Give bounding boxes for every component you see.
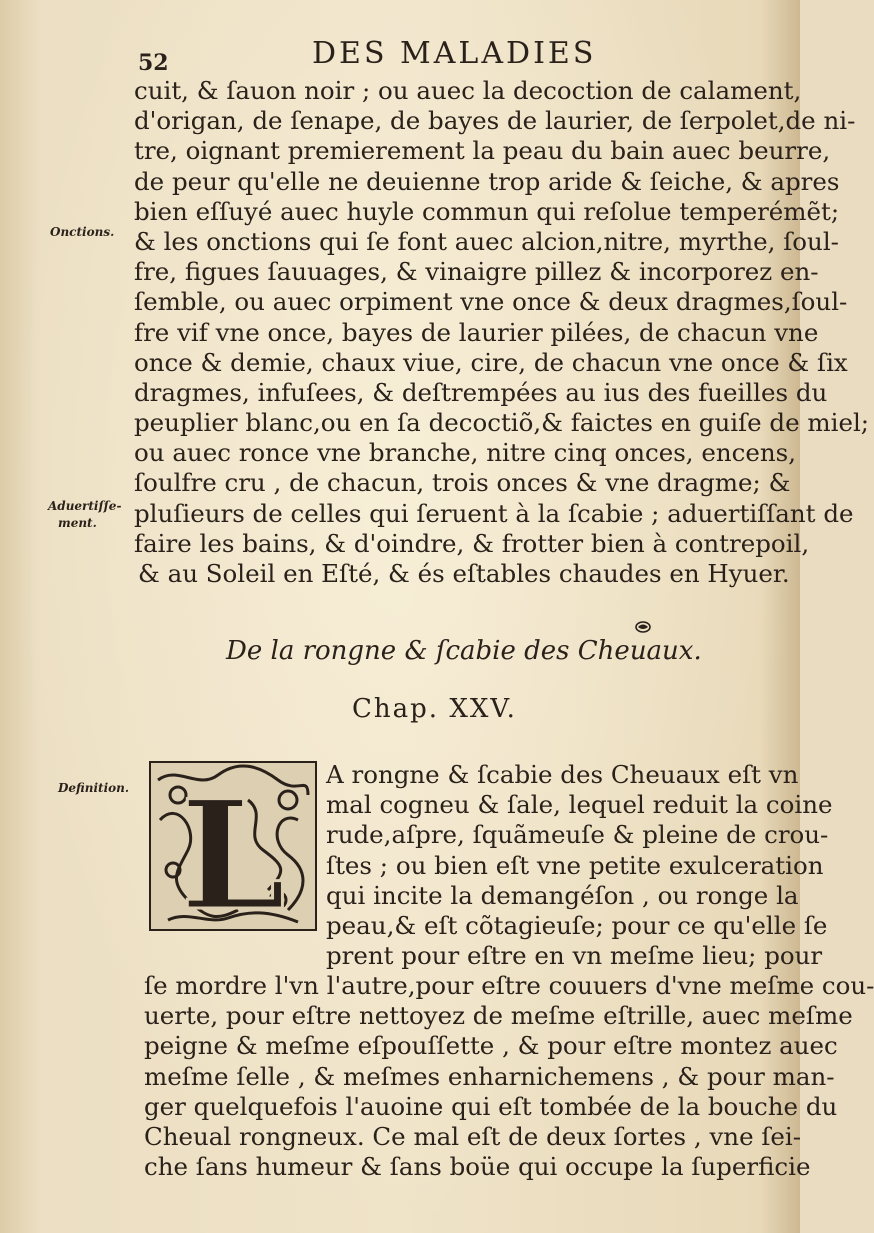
- text-line: peigne & meſme eſpouſſette , & pour eſtre montez auec: [144, 1031, 838, 1061]
- text-line: che ſans humeur & ſans boüe qui occupe la ſuperficie: [144, 1152, 811, 1182]
- text-line: ſe mordre l'vn l'autre,pour eſtre couuers d'vne meſme cou-: [144, 971, 874, 1000]
- decorated-initial-icon: [148, 760, 318, 944]
- margin-note-advertissement-2: ment.: [58, 516, 97, 530]
- text-line: meſme ſelle , & meſmes enharnichemens , & pour man-: [144, 1061, 835, 1091]
- margin-note-definition: Definition.: [58, 781, 130, 795]
- text-line: ſoulfre cru , de chacun, trois onces & vne dragme; &: [134, 468, 791, 498]
- running-title: DES MALADIES: [312, 36, 597, 71]
- text-line: qui incite la demangéſon , ou ronge la: [326, 880, 799, 910]
- text-line: rude,aſpre, ſquãmeuſe & pleine de crou-: [326, 820, 829, 850]
- text-line: & au Soleil en Eſté, & és eſtables chaudes en Hyuer.: [138, 559, 790, 588]
- text-line: ou auec ronce vne branche, nitre cinq onces, encens,: [134, 438, 797, 468]
- dropcap-letter: L: [180, 768, 286, 944]
- paragraph-top: [134, 76, 870, 589]
- text-line: peuplier blanc,ou en ſa decoctiõ,& faictes en guiſe de miel;: [134, 408, 870, 438]
- text-line: mal cogneu & ſale, lequel reduit la coine: [326, 790, 833, 820]
- text-line: de peur qu'elle ne deuienne trop aride & ſeiche, & apres: [134, 166, 840, 196]
- chapter-number: Chap. XXV.: [352, 694, 517, 724]
- text-line: faire les bains, & d'oindre, & frotter bien à contrepoil,: [134, 528, 810, 558]
- text-line: ger quelquefois l'auoine qui eſt tombée de la bouche du: [144, 1091, 838, 1121]
- paragraph-bottom: [144, 971, 874, 1182]
- text-line: pluſieurs de celles qui ſeruent à la ſcabie ; aduertiſſant de: [134, 498, 854, 528]
- folio-number: 52: [138, 50, 169, 76]
- text-line: cuit, & ſauon noir ; ou auec la decoction de calament,: [134, 76, 802, 105]
- page-header: [0, 36, 800, 76]
- text-line: uerte, pour eſtre nettoyez de meſme eſtrille, auec meſme: [144, 1001, 853, 1031]
- text-line: Cheual rongneux. Ce mal eſt de deux ſortes , vne ſei-: [144, 1121, 802, 1151]
- text-line: once & demie, chaux viue, cire, de chacun vne once & ſix: [134, 347, 848, 377]
- text-line: A rongne & ſcabie des Cheuaux eſt vn: [326, 760, 799, 789]
- text-line: tre, oignant premierement la peau du bain auec beurre,: [134, 136, 831, 166]
- margin-note-advertissement-1: Aduertiſſe-: [48, 499, 122, 513]
- text-line: d'origan, de ſenape, de bayes de laurier, de ſerpolet,de ni-: [134, 106, 856, 136]
- chapter-title: De la rongne & ſcabie des Cheuaux.: [226, 636, 702, 666]
- text-line: prent pour eſtre en vn meſme lieu; pour: [326, 941, 823, 971]
- text-line: bien eſſuyé auec huyle commun qui reſolue temperémẽt;: [134, 196, 840, 226]
- text-line: fre, figues ſauuages, & vinaigre pillez & incorporez en-: [134, 257, 819, 287]
- text-line: ſemble, ou auec orpiment vne once & deux dragmes,ſoul-: [134, 287, 848, 317]
- text-line: peau,& eſt cõtagieuſe; pour ce qu'elle ſe: [326, 910, 828, 940]
- text-line: ſtes ; ou bien eſt vne petite exulceration: [326, 850, 824, 880]
- paragraph-indented: [326, 760, 833, 971]
- text-line: & les onctions qui ſe font auec alcion,nitre, myrthe, ſoul-: [134, 226, 839, 256]
- fleuron-ornament-icon: [634, 618, 652, 636]
- text-line: dragmes, infuſees, & deſtrempées au ius des fueilles du: [134, 377, 828, 407]
- margin-note-onctions: Onctions.: [50, 225, 115, 239]
- text-line: fre vif vne once, bayes de laurier pilées, de chacun vne: [134, 317, 819, 347]
